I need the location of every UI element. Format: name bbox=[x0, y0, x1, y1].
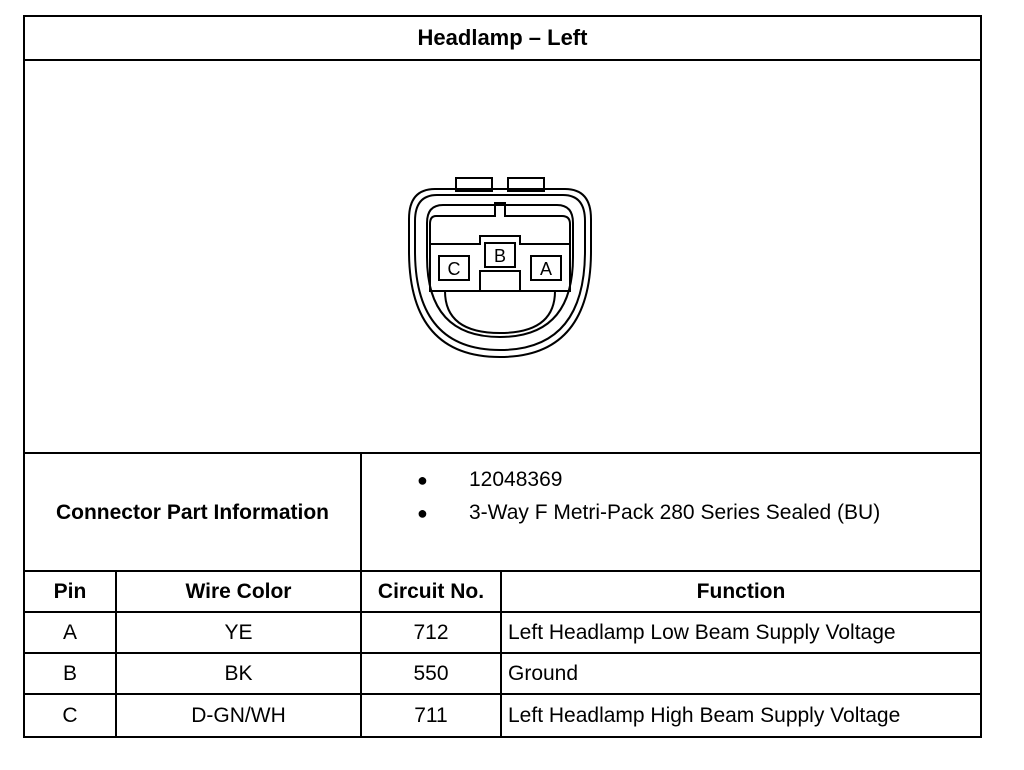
pin-label-b: B bbox=[493, 246, 507, 266]
table-row-b-pin: B bbox=[62, 661, 77, 685]
connector-part-info-list bbox=[364, 456, 980, 570]
pin-label-c: C bbox=[447, 259, 461, 279]
table-row-a-circuit: 712 bbox=[413, 620, 449, 644]
header-function: Function bbox=[696, 579, 786, 603]
part-number: 12048369 bbox=[469, 468, 563, 491]
connector-face-drawing bbox=[25, 61, 980, 452]
page-title: Headlamp – Left bbox=[417, 25, 588, 50]
info-column-divider bbox=[360, 454, 362, 570]
pin-label-a: A bbox=[539, 259, 553, 279]
connector-part-info-label: Connector Part Information bbox=[55, 501, 329, 524]
part-description: 3-Way F Metri-Pack 280 Series Sealed (BU) bbox=[469, 501, 881, 524]
table-row-b-circuit: 550 bbox=[413, 661, 449, 685]
header-pin: Pin bbox=[53, 579, 87, 603]
housing-outer-outline bbox=[409, 189, 591, 357]
bullet-icon: ● bbox=[417, 502, 428, 523]
table-row-b-wire-color: BK bbox=[224, 661, 253, 685]
table-row-c-circuit: 711 bbox=[414, 703, 448, 727]
table-row-a-wire-color: YE bbox=[224, 620, 253, 644]
connector-diagram bbox=[25, 61, 980, 452]
table-row-c-pin: C bbox=[62, 703, 78, 727]
table-row-b-function: Ground bbox=[508, 661, 579, 685]
housing-second-outline bbox=[415, 195, 585, 350]
table-row-c-wire-color: D-GN/WH bbox=[191, 703, 286, 727]
bullet-icon: ● bbox=[417, 469, 428, 490]
header-circuit-no: Circuit No. bbox=[377, 579, 485, 603]
lower-cavity bbox=[445, 291, 555, 333]
header-wire-color: Wire Color bbox=[185, 579, 292, 603]
table-row-c-function: Left Headlamp High Beam Supply Voltage bbox=[508, 703, 901, 727]
inner-keyway bbox=[430, 203, 570, 244]
diagram-divider bbox=[25, 452, 980, 454]
table-row-a-function: Left Headlamp Low Beam Supply Voltage bbox=[508, 620, 896, 644]
table-row-a-pin: A bbox=[62, 620, 77, 644]
